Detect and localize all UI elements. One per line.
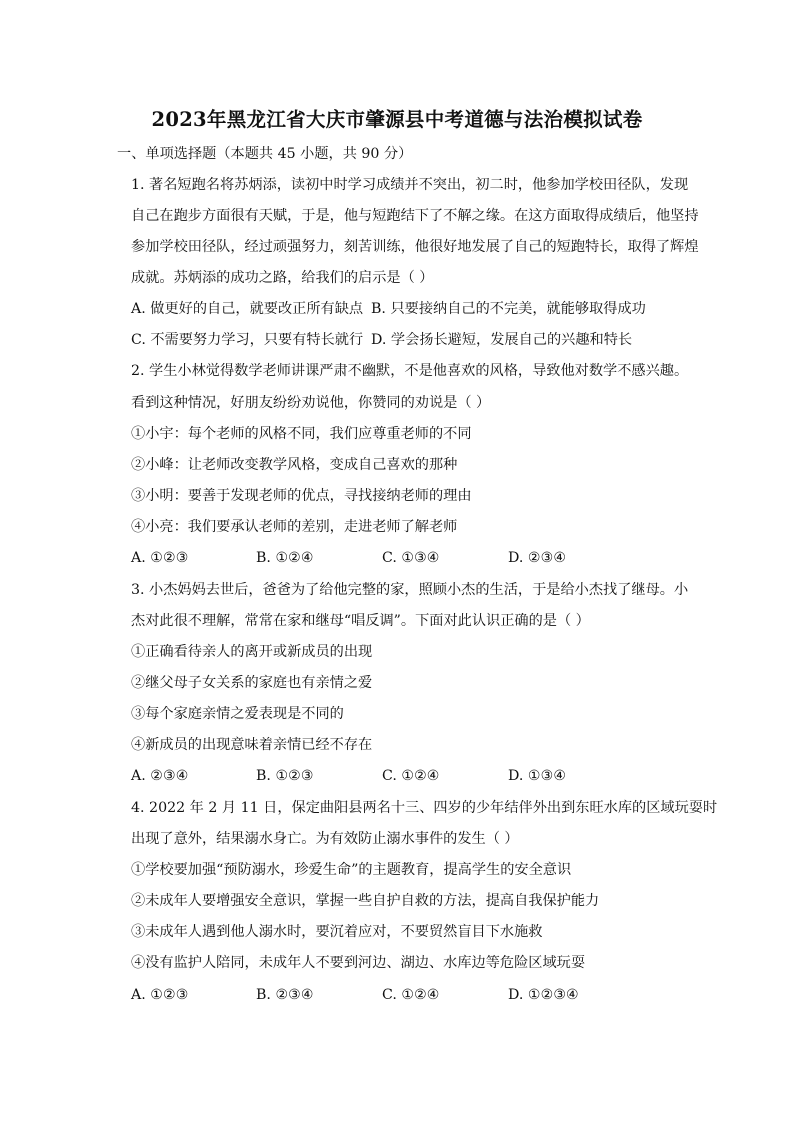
page-title: 2023年黑龙江省大庆市肇源县中考道德与法治模拟试卷 <box>151 108 643 131</box>
q3-stem-line-1: 3. 小杰妈妈去世后，爸爸为了给他完整的家，照顾小杰的生活，于是给小杰找了继母。小 <box>131 582 689 598</box>
q1-stem-line-3: 参加学校田径队，经过顽强努力，刻苦训练，他很好地发展了自己的短跑特长，取得了辉煌 <box>131 239 699 255</box>
q2-item-4: ④小亮：我们要承认老师的差别，走进老师了解老师 <box>131 519 458 535</box>
q1-stem-line-4: 成就。苏炳添的成功之路，给我们的启示是（ ） <box>131 270 434 286</box>
q1-option-c: C. 不需要努力学习，只要有特长就行 <box>131 332 364 348</box>
q4-option-d: D. ①②③④ <box>508 987 579 1003</box>
q2-option-b: B. ①②④ <box>256 550 314 566</box>
q1-stem-line-1: 1. 著名短跑名将苏炳添，读初中时学习成绩并不突出，初二时，他参加学校田径队，发现 <box>131 177 689 193</box>
q2-item-1: ①小宇：每个老师的风格不同，我们应尊重老师的不同 <box>131 426 472 442</box>
q3-item-1: ①正确看待亲人的离开或新成员的出现 <box>131 644 373 660</box>
q2-option-a: A. ①②③ <box>131 550 189 566</box>
q4-option-a: A. ①②③ <box>131 987 189 1003</box>
q4-stem-line-2: 出现了意外，结果溺水身亡。为有效防止溺水事件的发生（ ） <box>131 831 519 847</box>
q1-option-a: A. 做更好的自己，就要改正所有缺点 <box>131 301 364 317</box>
q1-stem-line-2: 自己在跑步方面很有天赋，于是，他与短跑结下了不解之缘。在这方面取得成绩后，他坚持 <box>131 208 699 224</box>
q2-stem-line-1: 2. 学生小林觉得数学老师讲课严肃不幽默，不是他喜欢的风格，导致他对数学不感兴趣。 <box>131 363 689 379</box>
q3-option-b: B. ①②③ <box>256 768 314 784</box>
q4-stem-line-1: 4. 2022 年 2 月 11 日，保定曲阳县两名十三、四岁的少年结伴外出到东旺水库的区域玩耍时 <box>131 800 718 816</box>
q3-option-a: A. ②③④ <box>131 768 189 784</box>
q2-item-2: ②小峰：让老师改变教学风格，变成自己喜欢的那种 <box>131 457 458 473</box>
q1-option-d: D. 学会扬长避短，发展自己的兴趣和特长 <box>371 332 633 348</box>
q2-option-d: D. ②③④ <box>508 550 567 566</box>
q3-item-4: ④新成员的出现意味着亲情已经不存在 <box>131 737 373 753</box>
q4-option-b: B. ②③④ <box>256 987 314 1003</box>
q4-item-2: ②未成年人要增强安全意识，掌握一些自护自救的方法，提高自我保护能力 <box>131 893 600 909</box>
section-heading: 一、单项选择题（本题共 45 小题，共 90 分） <box>117 146 413 162</box>
q2-item-3: ③小明：要善于发现老师的优点，寻找接纳老师的理由 <box>131 488 472 504</box>
q3-stem-line-2: 杰对此很不理解，常常在家和继母“唱反调”。下面对此认识正确的是（ ） <box>131 613 590 629</box>
q2-stem-line-2: 看到这种情况，好朋友纷纷劝说他，你赞同的劝说是（ ） <box>131 395 491 411</box>
q4-item-3: ③未成年人遇到他人溺水时，要沉着应对，不要贸然盲目下水施救 <box>131 924 543 940</box>
q3-option-c: C. ①②④ <box>382 768 440 784</box>
q4-option-c: C. ①②④ <box>382 987 440 1003</box>
q4-item-4: ④没有监护人陪同，未成年人不要到河边、湖边、水库边等危险区域玩耍 <box>131 955 586 971</box>
q1-option-b: B. 只要接纳自己的不完美，就能够取得成功 <box>371 301 646 317</box>
q3-item-3: ③每个家庭亲情之爱表现是不同的 <box>131 706 344 722</box>
q4-item-1: ①学校要加强“预防溺水，珍爱生命”的主题教育，提高学生的安全意识 <box>131 862 572 878</box>
q3-item-2: ②继父母子女关系的家庭也有亲情之爱 <box>131 675 373 691</box>
q2-option-c: C. ①③④ <box>382 550 440 566</box>
q3-option-d: D. ①③④ <box>508 768 567 784</box>
